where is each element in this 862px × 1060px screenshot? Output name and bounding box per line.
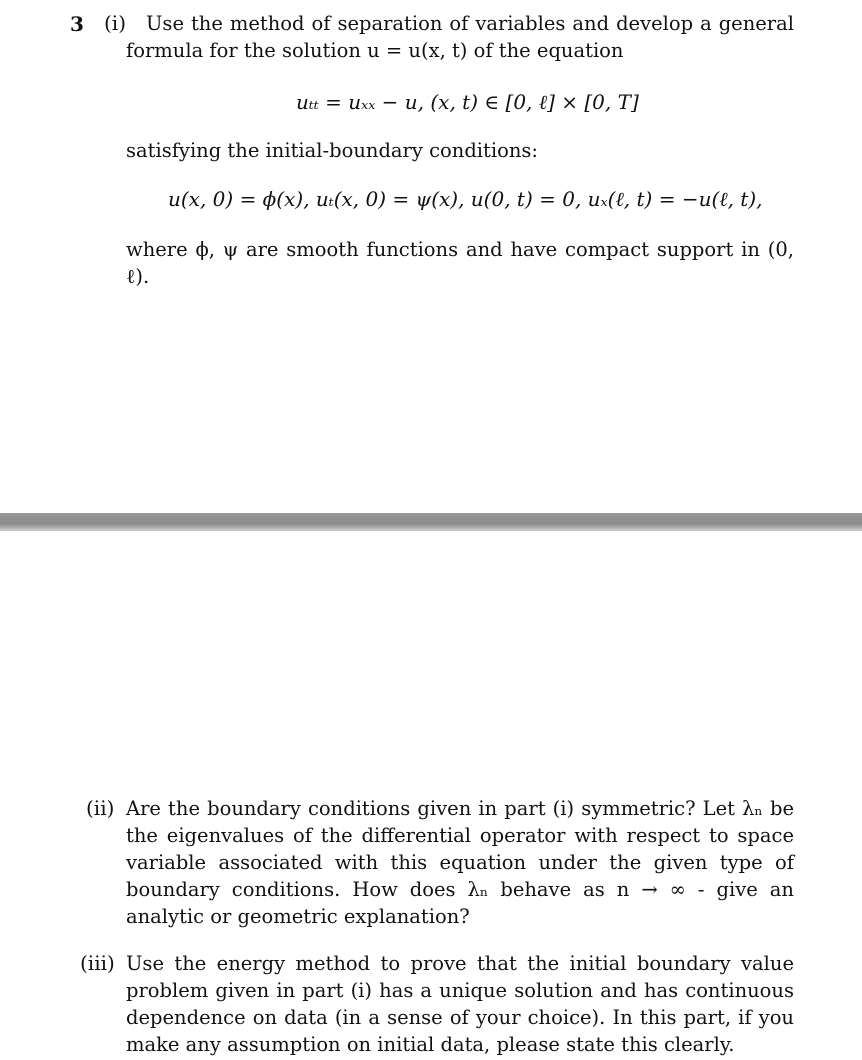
part-iii-text: Use the energy method to prove that the initial boundary value problem given in part (i) has a unique solution and has continuous dependence on data (in a sense of your choice). In this part, if you make any assumption on initial data, please state this clearly.: [126, 952, 794, 1056]
page-top: [0, 0, 862, 513]
page-bottom: [0, 531, 862, 1060]
support-statement: where ϕ, ψ are smooth functions and have compact support in (0, ℓ).: [126, 238, 794, 288]
page-divider: [0, 513, 862, 531]
main-equation: uₜₜ = uₓₓ − u, (x, t) ∈ [0, ℓ] × [0, T]: [296, 90, 639, 114]
part-iii-label: (iii): [80, 951, 115, 975]
question-number: 3: [70, 12, 84, 36]
conditions-lead: satisfying the initial-boundary conditions:: [126, 139, 538, 162]
initial-boundary-conditions: u(x, 0) = ϕ(x), uₜ(x, 0) = ψ(x), u(0, t) = 0, uₓ(ℓ, t) = −u(ℓ, t),: [168, 187, 763, 211]
part-i-intro: Use the method of separation of variables and develop a general formula for the solution u = u(x, t) of the equation: [126, 12, 794, 62]
part-i-label: (i): [104, 11, 127, 35]
part-ii-text: Are the boundary conditions given in part (i) symmetric? Let λₙ be the eigenvalues of the differential operator with respect to space variable associated with this equation under the given type of boundary conditions. How does λₙ behave as n → ∞ - give an analytic or geometric explanation?: [126, 797, 794, 928]
part-ii-label: (ii): [86, 796, 115, 820]
